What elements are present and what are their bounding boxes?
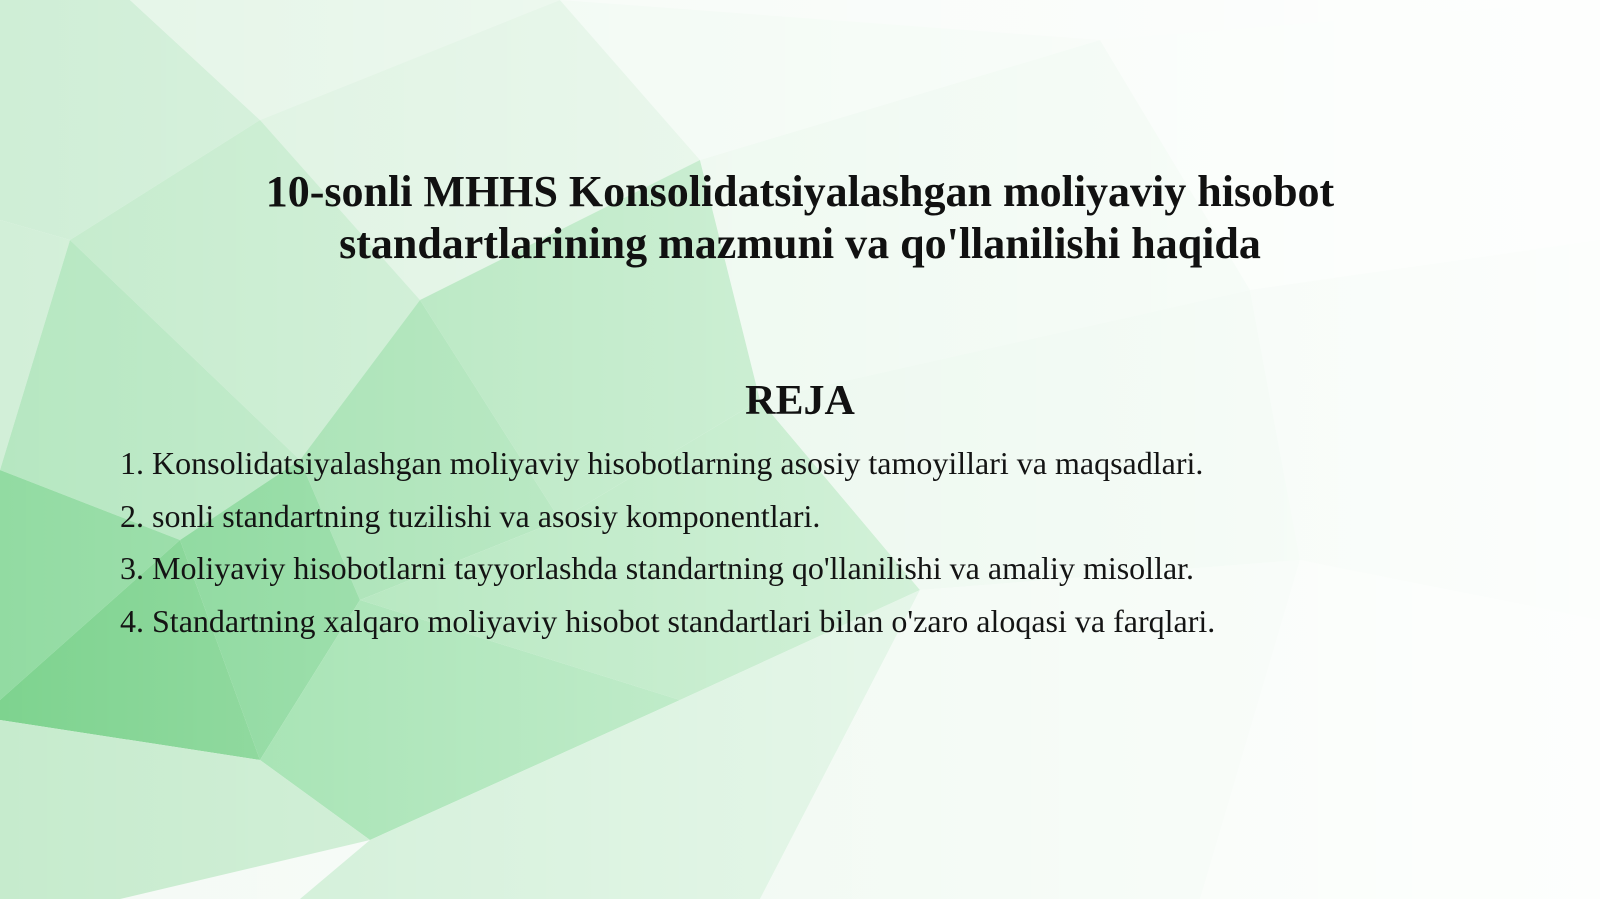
plan-list: [120, 437, 1500, 647]
slide-title-line-2: standartlarining mazmuni va qo'llanilishi haqida: [339, 219, 1261, 268]
slide-title: [150, 166, 1450, 270]
plan-heading: REJA: [745, 378, 855, 424]
plan-item-1: 1. Konsolidatsiyalashgan moliyaviy hisobotlarning asosiy tamoyillari va maqsadlari.: [120, 445, 1204, 481]
plan-item-2: 2. sonli standartning tuzilishi va asosiy komponentlari.: [120, 497, 821, 534]
plan-item-3: 3. Moliyaviy hisobotlarni tayyorlashda standartning qo'llanilishi va amaliy misollar.: [120, 550, 1195, 586]
plan-item-4: 4. Standartning xalqaro moliyaviy hisobot standartlari bilan o'zaro aloqasi va farqlari.: [120, 602, 1216, 639]
slide-title-line-1: 10-sonli MHHS Konsolidatsiyalashgan moliyaviy hisobot: [265, 167, 1335, 216]
